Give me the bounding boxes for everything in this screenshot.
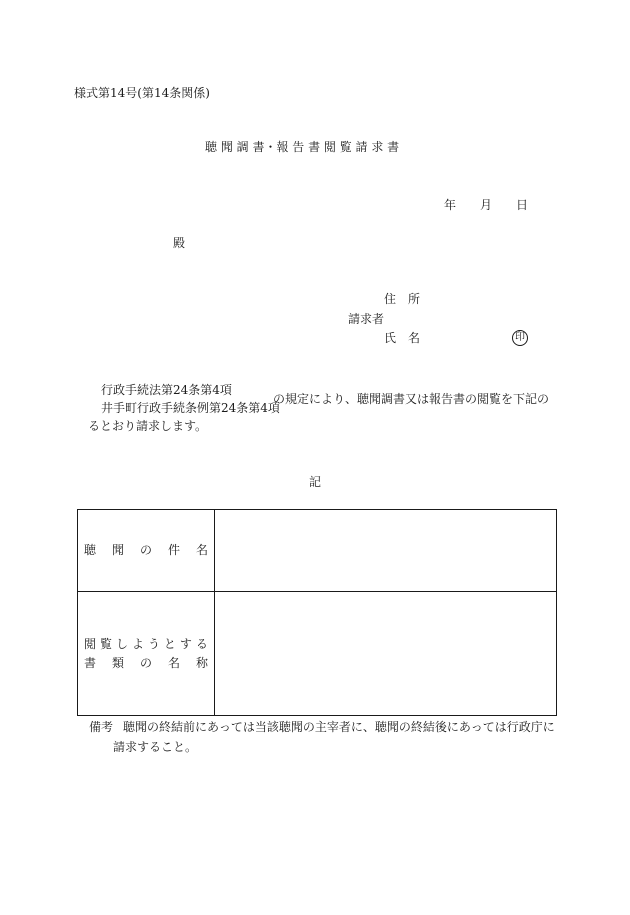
law-option-1: 行政手続法第24条第4項 bbox=[101, 383, 232, 397]
note-label: 備考 bbox=[89, 720, 114, 734]
requester-label: 請求者 bbox=[348, 312, 385, 326]
date-day-label: 日 bbox=[516, 198, 529, 212]
form-number: 様式第14号(第14条関係) bbox=[74, 86, 210, 100]
hearing-subject-label: 聴 聞 の 件 名 bbox=[78, 510, 215, 592]
law-option-2: 井手町行政手続条例第24条第4項 bbox=[101, 401, 280, 415]
address-label: 住 所 bbox=[384, 292, 421, 306]
name-label: 氏 名 bbox=[384, 331, 421, 345]
document-name-label: 閲 覧 し よ う と す る 書 類 の 名 称 bbox=[78, 592, 215, 716]
note-line-2: 請求すること。 bbox=[113, 740, 198, 754]
table-row-subject bbox=[78, 510, 557, 592]
seal-mark: 印 bbox=[512, 330, 528, 346]
request-table bbox=[77, 509, 557, 716]
body-text-line-1: の規定により、聴聞調書又は報告書の閲覧を下記の bbox=[273, 392, 550, 406]
document-name-field[interactable] bbox=[215, 592, 557, 716]
body-text-line-2: るとおり請求します。 bbox=[88, 419, 208, 433]
hearing-subject-field[interactable] bbox=[215, 510, 557, 592]
addressee-suffix: 殿 bbox=[173, 236, 186, 250]
note-line-1: 聴聞の終結前にあっては当該聴聞の主宰者に、聴聞の終結後にあっては行政庁に bbox=[123, 720, 555, 734]
ki-heading: 記 bbox=[309, 475, 322, 489]
date-year-label: 年 bbox=[444, 198, 457, 212]
date-month-label: 月 bbox=[480, 198, 493, 212]
document-title: 聴 聞 調 書・報 告 書 閲 覧 請 求 書 bbox=[205, 140, 400, 154]
table-row-documents bbox=[78, 592, 557, 716]
